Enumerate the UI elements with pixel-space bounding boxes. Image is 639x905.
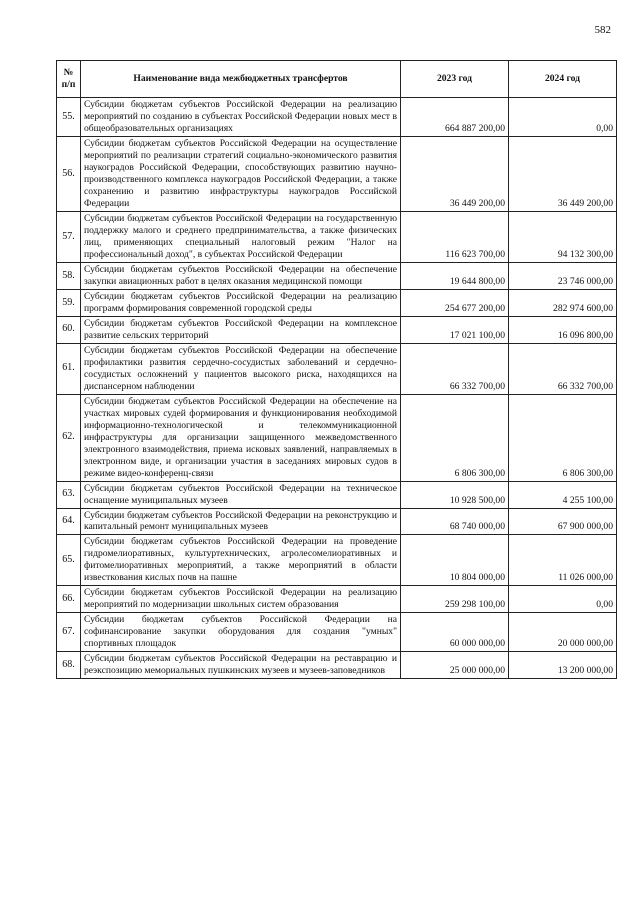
row-number: 56.	[57, 136, 81, 211]
row-amount-2024: 6 806 300,00	[509, 394, 617, 481]
table-row	[57, 535, 617, 586]
row-name: Субсидии бюджетам субъектов Российской Федерации на обеспечение профилактики развития сердечно-сосудистых заболеваний и сердечно-сосудистых осложнений у пациентов высокого риска, находящихся на диспансерном наблюдении	[81, 343, 401, 394]
row-name: Субсидии бюджетам субъектов Российской Федерации на реконструкцию и капитальный ремонт муниципальных музеев	[81, 508, 401, 535]
table-row	[57, 136, 617, 211]
table-row	[57, 262, 617, 289]
row-amount-2024: 94 132 300,00	[509, 211, 617, 262]
row-name: Субсидии бюджетам субъектов Российской Федерации на софинансирование закупки оборудования для создания "умных" спортивных площадок	[81, 613, 401, 652]
header-year-2024: 2024 год	[509, 61, 617, 98]
row-amount-2023: 66 332 700,00	[401, 343, 509, 394]
page-number: 582	[594, 24, 611, 36]
row-amount-2024: 66 332 700,00	[509, 343, 617, 394]
row-amount-2024: 36 449 200,00	[509, 136, 617, 211]
row-number: 62.	[57, 394, 81, 481]
row-amount-2024: 13 200 000,00	[509, 652, 617, 679]
table-row	[57, 211, 617, 262]
row-amount-2023: 10 928 500,00	[401, 481, 509, 508]
table-row	[57, 289, 617, 316]
row-amount-2023: 6 806 300,00	[401, 394, 509, 481]
row-amount-2024: 16 096 800,00	[509, 316, 617, 343]
row-name: Субсидии бюджетам субъектов Российской Федерации на техническое оснащение муниципальных музеев	[81, 481, 401, 508]
table-header-row	[57, 61, 617, 98]
row-amount-2023: 254 677 200,00	[401, 289, 509, 316]
row-amount-2024: 0,00	[509, 586, 617, 613]
row-amount-2023: 36 449 200,00	[401, 136, 509, 211]
row-number: 55.	[57, 98, 81, 137]
header-name: Наименование вида межбюджетных трансфертов	[81, 61, 401, 98]
row-number: 66.	[57, 586, 81, 613]
header-num: № п/п	[57, 61, 81, 98]
table-row	[57, 316, 617, 343]
row-amount-2023: 664 887 200,00	[401, 98, 509, 137]
row-amount-2023: 68 740 000,00	[401, 508, 509, 535]
row-name: Субсидии бюджетам субъектов Российской Федерации на реализацию программ формирования современной городской среды	[81, 289, 401, 316]
row-amount-2023: 25 000 000,00	[401, 652, 509, 679]
row-amount-2023: 10 804 000,00	[401, 535, 509, 586]
table-body	[57, 98, 617, 679]
row-amount-2023: 17 021 100,00	[401, 316, 509, 343]
row-amount-2024: 282 974 600,00	[509, 289, 617, 316]
row-amount-2024: 67 900 000,00	[509, 508, 617, 535]
row-number: 59.	[57, 289, 81, 316]
row-name: Субсидии бюджетам субъектов Российской Федерации на государственную поддержку малого и среднего предпринимательства, а также физических лиц, применяющих специальный налоговый режим "Налог на профессиональный доход", в субъектах Российской Федерации	[81, 211, 401, 262]
row-amount-2023: 60 000 000,00	[401, 613, 509, 652]
row-number: 57.	[57, 211, 81, 262]
row-amount-2024: 11 026 000,00	[509, 535, 617, 586]
row-number: 64.	[57, 508, 81, 535]
row-name: Субсидии бюджетам субъектов Российской Федерации на проведение гидромелиоративных, культуртехнических, агролесомелиоративных и фитомелиоративных мероприятий, а также мероприятий в области известкования кислых почв на пашне	[81, 535, 401, 586]
row-amount-2024: 20 000 000,00	[509, 613, 617, 652]
table-row	[57, 481, 617, 508]
table-row	[57, 613, 617, 652]
row-name: Субсидии бюджетам субъектов Российской Федерации на обеспечение на участках мировых судей формирования и функционирования необходимой информационно-технологической и телекоммуникационной инфраструктуры для организации защищенного межведомственного электронного взаимодействия, приема исковых заявлений, направляемых в электронном виде, и организации участия в заседаниях мировых судов в режиме видео-конференц-связи	[81, 394, 401, 481]
table-row	[57, 98, 617, 137]
row-amount-2023: 259 298 100,00	[401, 586, 509, 613]
row-number: 68.	[57, 652, 81, 679]
row-number: 61.	[57, 343, 81, 394]
row-amount-2024: 23 746 000,00	[509, 262, 617, 289]
row-name: Субсидии бюджетам субъектов Российской Федерации на реставрацию и реэкспозицию мемориальных пушкинских музеев и музеев-заповедников	[81, 652, 401, 679]
row-number: 65.	[57, 535, 81, 586]
row-amount-2024: 4 255 100,00	[509, 481, 617, 508]
row-number: 63.	[57, 481, 81, 508]
row-amount-2024: 0,00	[509, 98, 617, 137]
row-amount-2023: 116 623 700,00	[401, 211, 509, 262]
row-amount-2023: 19 644 800,00	[401, 262, 509, 289]
row-name: Субсидии бюджетам субъектов Российской Федерации на осуществление мероприятий по реализации стратегий социально-экономического развития наукоградов Российской Федерации, способствующих развитию научно-производственного комплекса наукоградов Российской Федерации, а также сохранению и развитию инфраструктуры наукоградов Российской Федерации	[81, 136, 401, 211]
row-name: Субсидии бюджетам субъектов Российской Федерации на обеспечение закупки авиационных работ в целях оказания медицинской помощи	[81, 262, 401, 289]
table-row	[57, 586, 617, 613]
table-row	[57, 652, 617, 679]
table-row	[57, 394, 617, 481]
table-row	[57, 508, 617, 535]
table-row	[57, 343, 617, 394]
row-name: Субсидии бюджетам субъектов Российской Федерации на реализацию мероприятий по модернизации школьных систем образования	[81, 586, 401, 613]
row-number: 58.	[57, 262, 81, 289]
row-name: Субсидии бюджетам субъектов Российской Федерации на комплексное развитие сельских территорий	[81, 316, 401, 343]
transfers-table	[56, 60, 617, 679]
header-year-2023: 2023 год	[401, 61, 509, 98]
row-number: 60.	[57, 316, 81, 343]
row-number: 67.	[57, 613, 81, 652]
row-name: Субсидии бюджетам субъектов Российской Федерации на реализацию мероприятий по созданию в субъектах Российской Федерации новых мест в общеобразовательных организациях	[81, 98, 401, 137]
